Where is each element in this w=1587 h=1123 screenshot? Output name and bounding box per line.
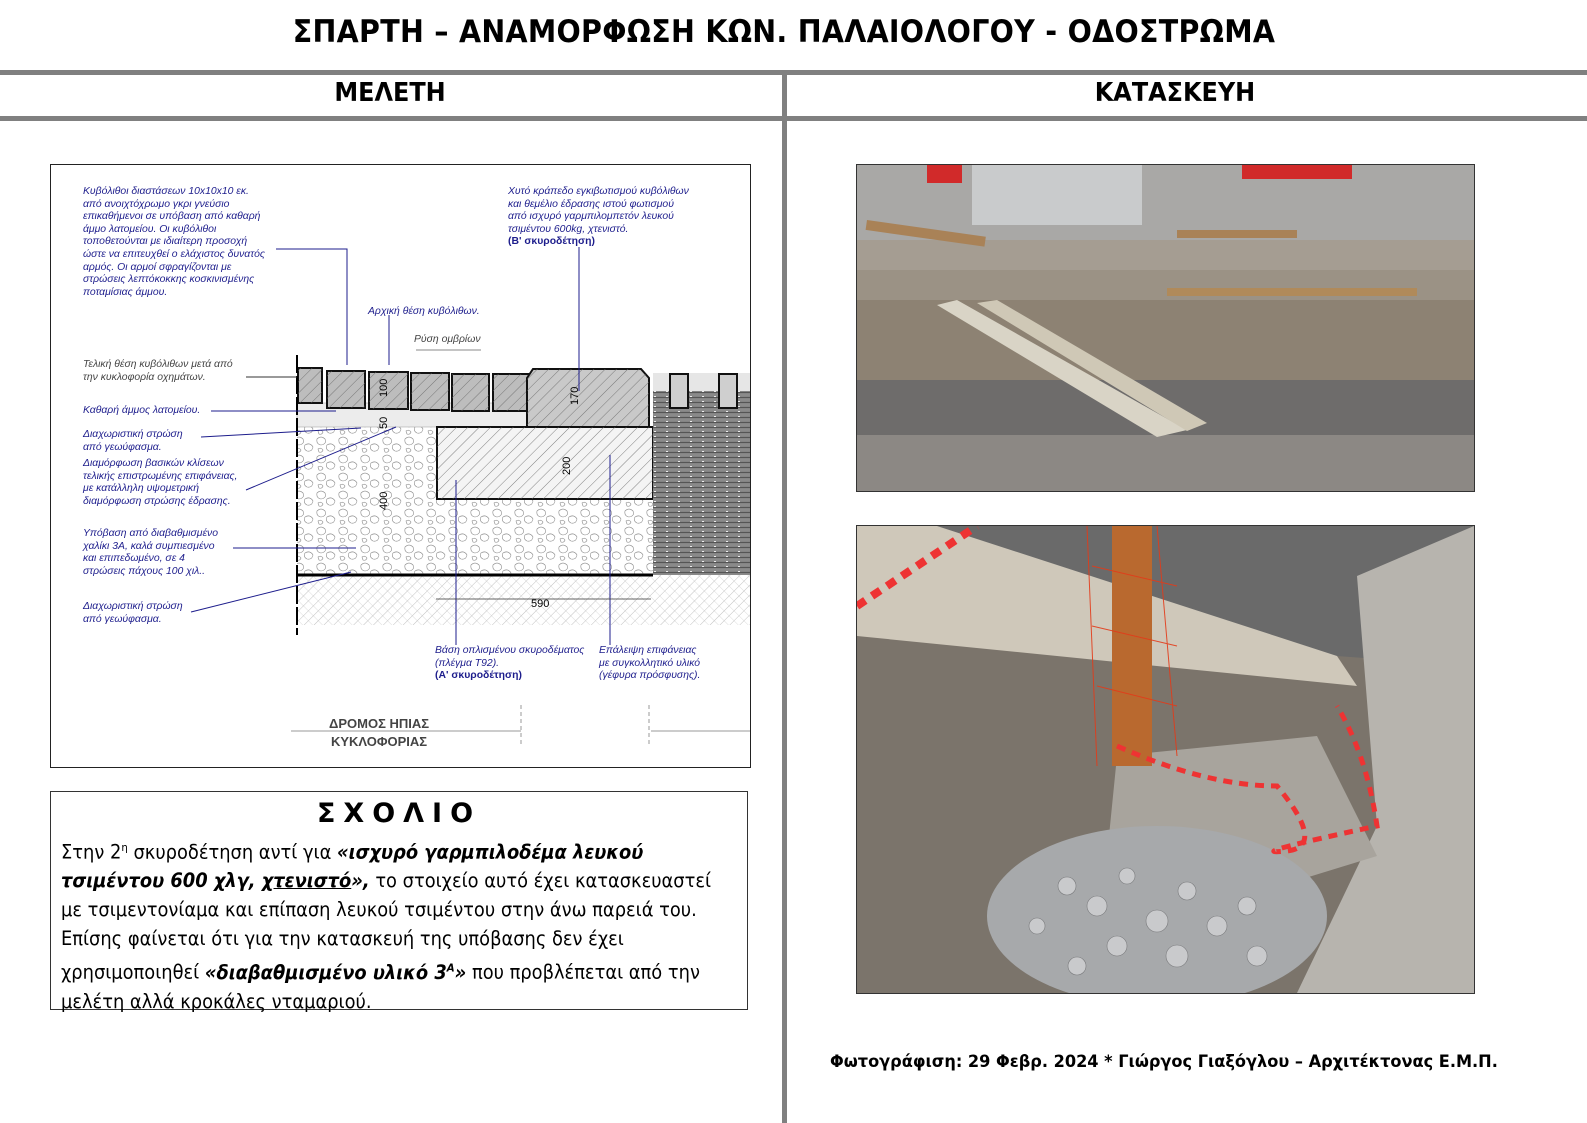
dim-sand: 50 [378,416,390,429]
comment-title: ΣΧΟΛΙΟ [316,798,482,829]
note-initial-position: Αρχική θέση κυβόλιθων. [368,306,480,317]
note-geotextile-1: Διαχωριστική στρώση από γεωύφασμα. [83,429,183,453]
note-bonding: Επάλειψη επιφάνειας με συγκολλητικό υλικό (γέφυρα πρόσφυσης). [599,645,701,682]
subbase-pebbles-photo [856,525,1475,994]
note-slopes: Διαμόρφωση βασικών κλίσεων τελικής επιστρωμένης επιφάνειας, με κατάλληλη υψομετρική διαμόρφωση στρώσης έδρασης. [83,458,238,507]
note-sand: Καθαρή άμμος λατομείου. [83,405,201,416]
page-title: ΣΠΑΡΤΗ – ΑΝΑΜΟΡΦΩΣΗ ΚΩΝ. ΠΑΛΑΙΟΛΟΓΟΥ - ΟΔΟΣΤΡΩΜΑ [292,14,1276,50]
top-divider [0,70,1587,75]
comment-body: Στην $2^\eta$ σκυροδέτηση αντί για «ισχυρό γαρμπιλοδέμα λευκού τσιμέντου 600 χλγ, χτενιστό», το στοιχείο αυτό έχει κατασκευαστεί με τσιμεντονίαμα και επίπαση λευκού τσιμέντου στην άνω παρειά του. Επίσης φαίνεται ότι για την κατασκευή της υπόβασης δεν έχει χρησιμοποιηθεί «διαβαθμισμένο υλικό $3^A$» που προβλέπεται από την μελέτη αλλά κροκάλες νταμαριού. [61,840,712,1013]
column-heading-study: ΜΕΛΕΤΗ [334,78,446,108]
dim-base: 200 [561,456,573,475]
dim-cobble: 100 [378,378,390,397]
photo-credit: Φωτογράφιση: 29 Φεβρ. 2024 * Γιώργος Γιαξόγλου – Αρχιτέκτονας Ε.Μ.Π. [830,1052,1498,1072]
photo-pebbles-scene [857,526,1474,993]
note-subbase: Υπόβαση από διαβαθμισμένο χαλίκι 3Α, καλά συμπιεσμένο και επιπεδωμένο, σε 4 στρώσεις πάχους 100 χιλ.. [83,528,219,577]
column-divider [782,70,787,1123]
note-curb: Χυτό κράπεδο εγκιβωτισμού κυβόλιθων και θεμέλιο έδρασης ιστού φωτισμού από ισχυρό γαρμπιλομπετόν λευκού τσιμέντου 600kg, χτενιστό. (Β' σκυροδέτηση) [508,186,689,248]
dim-subbase: 400 [378,491,390,510]
note-geotextile-2: Διαχωριστική στρώση από γεωύφασμα. [83,601,183,625]
dim-curb: 170 [569,386,581,405]
header-divider [0,116,1587,121]
note-rc-base: Βάση οπλισμένου σκυροδέματος (πλέγμα Τ92). (Α' σκυροδέτηση) [435,645,585,682]
dim-width: 590 [531,598,550,610]
photo-curb-scene [857,165,1474,491]
road-label: ΔΡΟΜΟΣ ΗΠΙΑΣ ΚΥΚΛΟΦΟΡΙΑΣ [329,716,430,749]
note-cobbles: Κυβόλιθοι διαστάσεων 10x10x10 εκ. από ανοιχτόχρωμο γκρι γνεύσιο επικαθήμενοι σε υπόβαση από καθαρή άμμο λατομείου. Οι κυβόλιθοι τοποθετούνται με ιδιαίτερη προσοχή ώστε να επιτευχθεί ο ελάχιστος δυνατός αρμός. Οι αρμοί σφραγίζονται με στρώσεις λεπτόκοκκης κοσκινισμένης ποταμίσιας άμμου. [83,186,265,298]
technical-section-drawing [50,164,751,768]
column-heading-construction: ΚΑΤΑΣΚΕΥΗ [1094,78,1256,108]
curb-construction-photo [856,164,1475,492]
note-runoff: Ρύση ομβρίων [414,334,481,345]
comment-box [50,791,748,1013]
note-final-position: Τελική θέση κυβόλιθων μετά από την κυκλοφορία οχημάτων. [83,359,233,383]
